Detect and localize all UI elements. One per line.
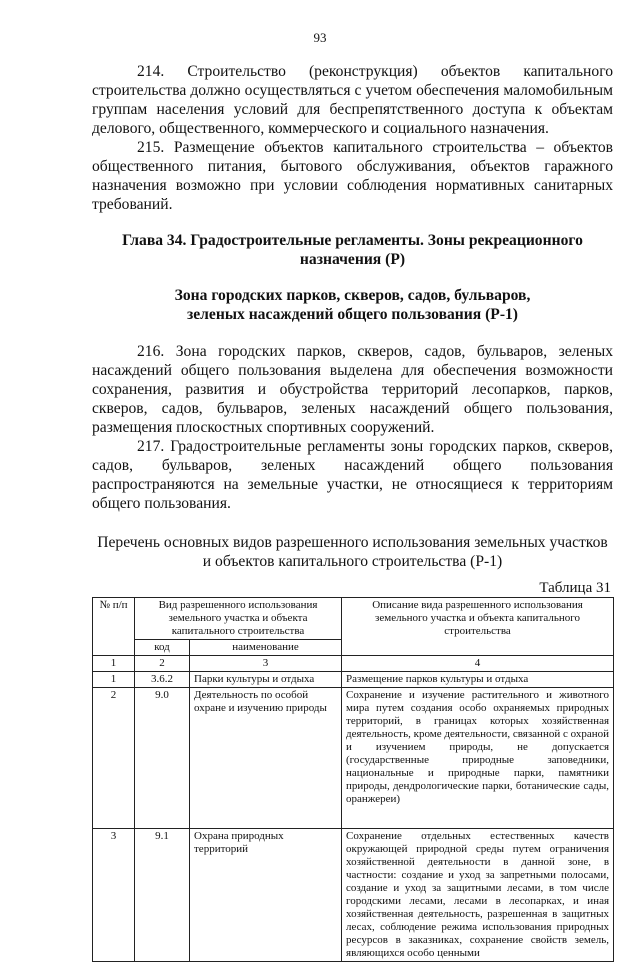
col-number: 3 xyxy=(190,656,342,672)
table-caption: Таблица 31 xyxy=(539,580,611,596)
header-kind: Вид разрешенного использования земельного участка и объекта капитального строительства xyxy=(135,598,342,640)
zone-heading: Зона городских парков, скверов, садов, бульваров, зеленых насаждений общего пользования (Р-1) xyxy=(174,287,531,323)
table-row xyxy=(93,688,614,829)
col-number: 2 xyxy=(135,656,190,672)
row-code: 9.1 xyxy=(135,829,190,962)
header-description: Описание вида разрешенного использования земельного участка и объекта капитального строительства xyxy=(342,598,614,656)
list-title: Перечень основных видов разрешенного использования земельных участков и объектов капитального строительства (Р-1) xyxy=(97,534,608,570)
header-name: наименование xyxy=(190,640,342,656)
chapter-heading: Глава 34. Градостроительные регламенты. Зоны рекреационного назначения (Р) xyxy=(122,232,583,268)
row-code: 3.6.2 xyxy=(135,672,190,688)
row-description: Размещение парков культуры и отдыха xyxy=(342,672,614,688)
table-col-numbers-row xyxy=(93,656,614,672)
row-num: 3 xyxy=(93,829,135,962)
paragraph-217: 217. Градостроительные регламенты зоны городских парков, скверов, садов, бульваров, зеленых насаждений общего пользования распространяются на земельные участки, не относящиеся к территориям общего пользования. xyxy=(92,438,613,512)
table-header-row xyxy=(93,598,614,640)
document-body xyxy=(92,62,613,962)
paragraph-215: 215. Размещение объектов капитального строительства – объектов общественного питания, бытового обслуживания, объектов гаражного назначения возможно при условии соблюдения нормативных санитарных требований. xyxy=(92,139,613,213)
row-code: 9.0 xyxy=(135,688,190,829)
table-row xyxy=(93,829,614,962)
row-name: Деятельность по особой охране и изучению природы xyxy=(190,688,342,829)
paragraph-214: 214. Строительство (реконструкция) объектов капитального строительства должно осуществляться с учетом обеспечения маломобильным группам населения условий для беспрепятственного доступа к объектам делового, общественного, коммерческого и социального назначения. xyxy=(92,63,613,137)
row-num: 1 xyxy=(93,672,135,688)
col-number: 4 xyxy=(342,656,614,672)
col-number: 1 xyxy=(93,656,135,672)
paragraph-216: 216. Зона городских парков, скверов, садов, бульваров, зеленых насаждений общего пользования выделена для обеспечения возможности сохранения, развития и обустройства территорий лесопарков, парков, скверов, садов, бульваров, зеленых насаждений общего пользования, размещения плоскостных спортивных сооружений. xyxy=(92,343,613,436)
header-num: № п/п xyxy=(93,598,135,656)
row-description: Сохранение отдельных естественных качеств окружающей природной среды путем ограничения хозяйственной деятельности в данной зоне, в частности: создание и уход за запретными полосами, создание и уход за защитными лесами, в том числе городскими лесами, лесами в лесопарках, и иная хозяйственная деятельность, разрешенная в защитных лесах, соблюдение режима использования природных ресурсов в заказниках, сохранение свойств земель, являющихся особо ценными xyxy=(342,829,614,962)
table-row xyxy=(93,672,614,688)
allowed-use-table xyxy=(92,597,614,962)
row-name: Охрана природных территорий xyxy=(190,829,342,962)
header-code: код xyxy=(135,640,190,656)
row-name: Парки культуры и отдыха xyxy=(190,672,342,688)
row-num: 2 xyxy=(93,688,135,829)
page-number: 93 xyxy=(313,30,327,45)
row-description: Сохранение и изучение растительного и животного мира путем создания особо охраняемых природных территорий, в границах которых хозяйственная деятельность, кроме деятельности, связанной с охраной и изучением природы, не допускается (государственные природные заповедники, национальные и природные парки, памятники природы, дендрологические парки, ботанические сады, оранжереи) xyxy=(342,688,614,829)
